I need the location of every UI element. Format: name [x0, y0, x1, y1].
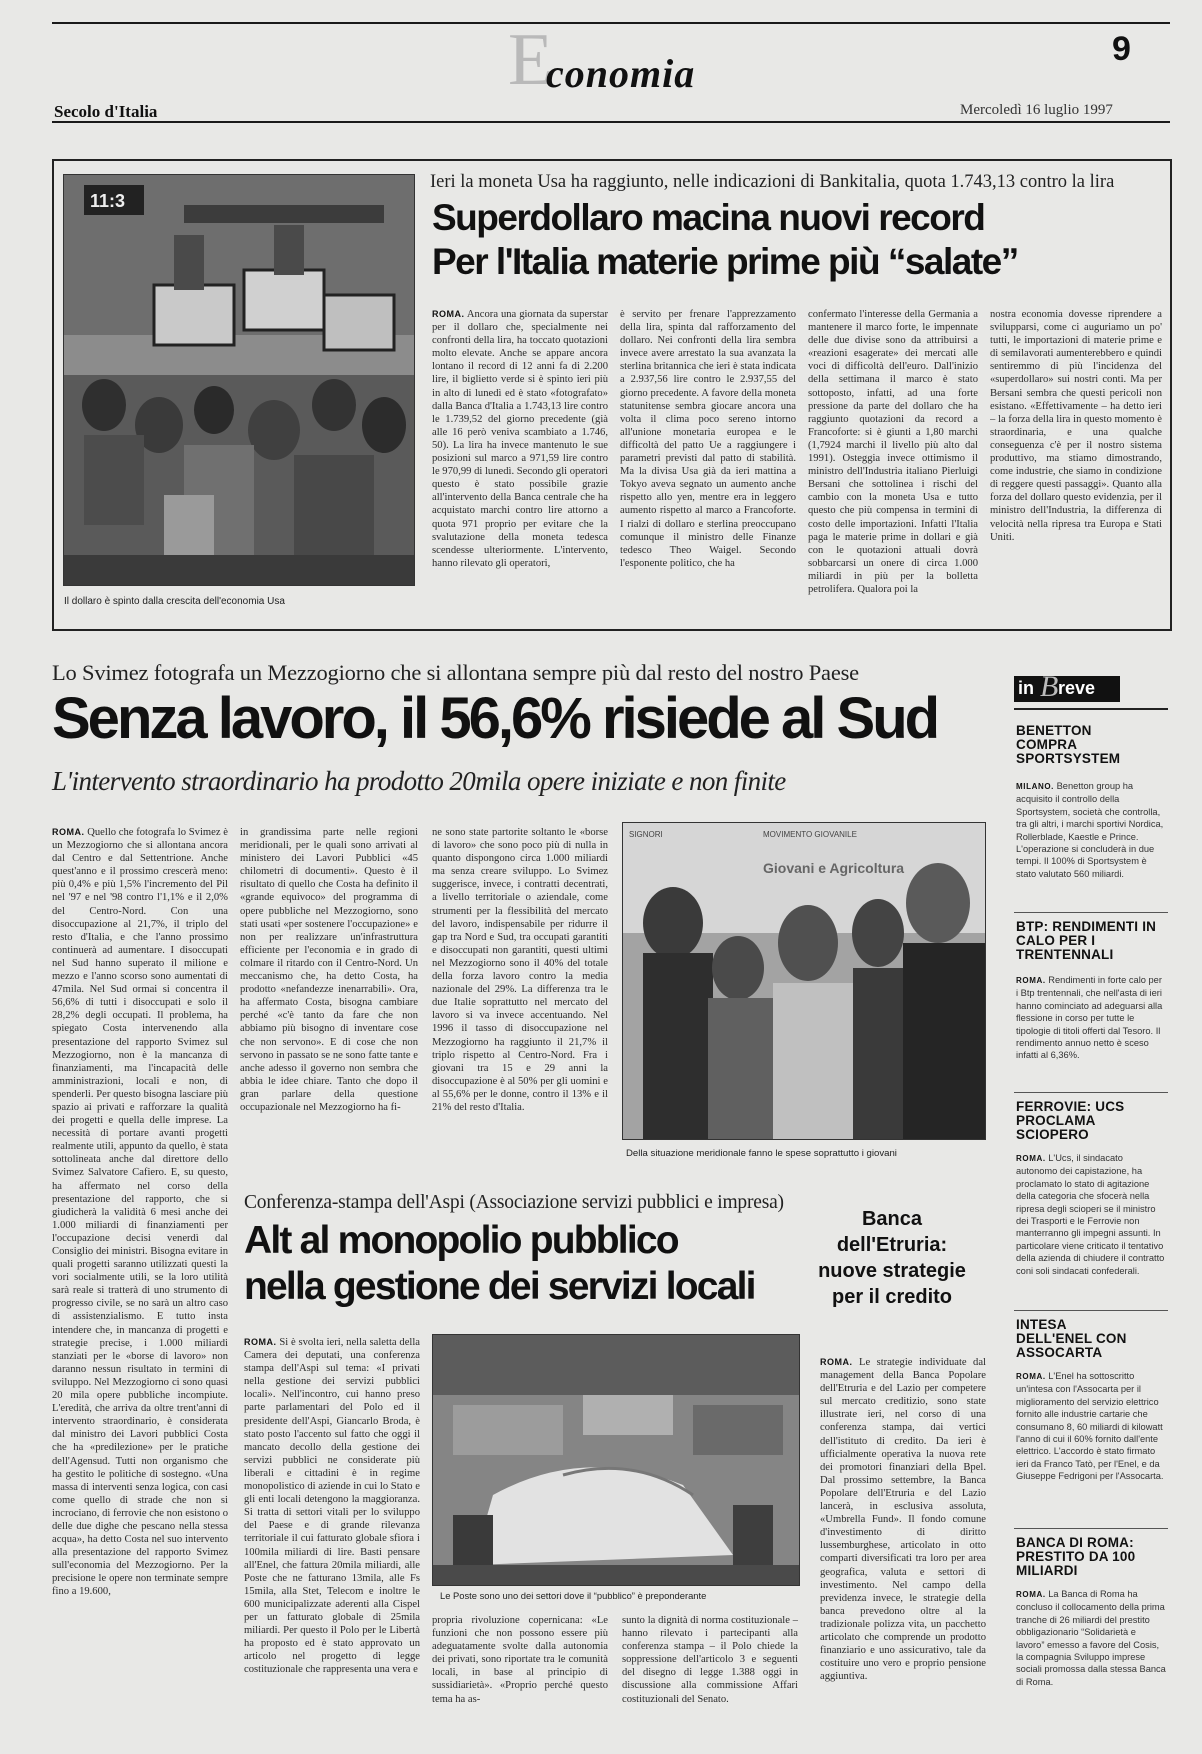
section-logo-initial: E	[508, 19, 554, 101]
breve-label	[1014, 670, 1120, 703]
article2-col1: ROMA. Quello che fotografa lo Svimez è un Mezzogiorno che si allontana ancora dal Centro e dal Settentrione. Anche quest'anno e il prossimo crescerà meno: più 0,4% e più 1,5% l'incremento del Pil nel '97 e nel '98 contro l'1,1% e il 2,0% del Centro-Nord. Con una disoccupazione al 21,7%, il triplo del resto d'Italia, e che l'anno prossimo continuerà ad aumentare. I disoccupati nel Sud hanno superato il milione e mezzo e l'anno scorso sono aumentati di 47mila. Nel Sud ormai si concentra il 56,6% di tutti i disoccupati e solo il 28,2% degli occupati. Il problema, ha spiegato Costa intervenendo alla presentazione del rapporto Svimez sul Mezzogiorno, non è la mancanza di finanziamenti, ma l'incapacità delle amministrazioni, locali e non, di spenderli. Per questo bisogna lasciare più spazio ai privati e rafforzare la qualità dei progetti e quella delle imprese. La necessità di portare avanti progetti realmente utili, appunto da quello, è stata sottolineata anche dal direttore dello Svimez Salvatore Cafiero. E, su questo, ha affermato nel corso della presentazione del rapporto, che si giudicherà la validità 6 mesi anche dei 1.000 miliardi di finanziamenti per l'occupazione decisi venerdì dal Consiglio dei ministri. Bisogna evitare in quali progetti saranno utilizzati questi la vori socialmente utili, se la loro utilità sarà reale si tratterà di uno strumento di progresso civile, se no sarà un altro caso di assistenzialismo. E tutto insta intendere che, in mancanza di progetti e strategie precise, i 1.000 miliardi stanziati per le «borse di lavoro» non daranno nessun risultato in termini di sviluppo. Nel Mezzogiorno ci sono quasi 20 mila opere pubbliche incompiute. L'eredità, che arriva da oltre trent'anni di intervento straordinario, è considerata dal ministro dei Lavori pubblici Costa che ha «predilezione» per le pratiche dell'Agensud. Tutti non organismo che ha gestito le politiche di sostegno. «Una massa di interventi senza logica, con casi come quello di strade che non si incrociano, di ferrovie che non esistono o delle due dighe che pescano nella stessa acqua», ha detto Costa nel suo intervento alla presentazione del rapporto Svimez sull'economia del Mezzogiorno. Per la precisione le opere non terminate sempre fino a 19.600,	[52, 827, 228, 1598]
breve-title-1: BENETTON COMPRA SPORTSYSTEM	[1016, 723, 1121, 766]
article1-col4: nostra economia dovesse riprendere a svilupparsi, come ci auguriamo un po' tutti, le importazioni di materie prime e di semilavorati aumenterebbero e quindi sentiremmo di più l'incidenza del «superdollaro» sui nostri conti. Ma per Bersani sembra che questi pericoli non esistano. «Effettivamente – ha detto ieri – la forza della lira in questo momento è straordinaria, e una qualche conseguenza c'è per il nostro sistema produttivo, ma stiamo dimostrando, come industrie, che siamo in condizione di reggere questi passaggi». Quanto alla forza del dollaro questo evidenzia, per il ministro dell'Industria, la differenza di velocità nella ripresa tra Europa e Stati Uniti.	[990, 309, 1162, 543]
photo-caption-giovani: Della situazione meridionale fanno le spese soprattutto i giovani	[626, 1148, 897, 1159]
photo-trading-floor	[63, 174, 415, 586]
newspaper-name: Secolo d'Italia	[54, 102, 158, 121]
breve-title-3: FERROVIE: UCS PROCLAMA SCIOPERO	[1016, 1099, 1125, 1142]
article1-col2: è servito per frenare l'apprezzamento della lira, spinta dal rafforzamento del dollaro. Nei confronti della lira sembra invece avere arrestato la sua avanzata la sterlina britannica che ieri è stata indicata a 2.937,56 lire contro le 2.937,55 del giorno precedente. A favore della moneta statunitense sembra giocare ancora una volta il clima poco sereno intorno all'unione monetaria europea e le difficoltà del patto Ue a raggiungere i parametri previsti dal patto di stabilità. Ma la divisa Usa già da ieri mattina a Tokyo aveva segnato un aumento anche rispetto allo yen, mentre era in leggero aumento rispetto al marco a Francoforte. I rialzi di dollaro e sterlina preoccupano comunque il ministro delle Finanze tedesco Theo Waigel. Secondo l'esponente politico, che ha	[620, 309, 796, 569]
photo-poste	[432, 1334, 800, 1586]
article1-col1: ROMA. Ancora una giornata da superstar per il dollaro che, specialmente nei confronti della lira, ha toccato quotazioni molto elevate. Anche se appare ancora lontano il record di 12 anni fa di 2.200 lire, il biglietto verde si è spinto ieri più in alto di lunedì ed è stato «fotografato» dalla Banca d'Italia a 1.743,13 lire contro le 1.739,52 del giorno precedente (già alle 16 però veniva scambiato a 1.746, 50). La lira ha invece mantenuto le sue posizioni sul marco a 971,59 lire contro le 970,99 di lunedì. Secondo gli operatori questo è stato possibile grazie all'intervento della Banca centrale che ha acquistato marchi contro lire attorno a quota 971 proprio per evitare che la svalutazione della moneta tedesca scendesse ulteriormente. L'intervento, hanno rilevato gli operatori,	[432, 309, 608, 569]
article4-dateline: ROMA.	[820, 1357, 853, 1367]
headline-aspi-line2: nella gestione dei servizi locali	[244, 1265, 755, 1308]
article2-col2: in grandissima parte nelle regioni meridionali, per le quali sono arrivati al ministero dei Lavori Pubblici «45 chilometri di documenti». Questo è il risultato di quello che Costa ha definito il «grande equivoco» del programma di opere pubbliche nel Mezzogiorno, sono stati usati «per sostenere l'occupazione» e non per realizzare un'infrastruttura efficiente per l'economia e in grado di colmare il ritardo con il Centro-Nord. Un meccanismo che, ha detto Costa, ha prodotto «nefandezze inenarrabili». Ora, ha affermato Costa, bisogna cambiare perché «c'è tanto da fare che non abbiamo più bisogno di inventare cose che non servono». E di cose che non servono in passato se ne sono fatte tante e anche adesso il governo non sembra che abbia le idee chiare. Tanto che dopo il gran parlare della questione occupazionale nel Mezzogiorno ha fi-	[240, 827, 418, 1113]
photo-caption-dollar: Il dollaro è spinto dalla crescita dell'economia Usa	[64, 596, 285, 607]
page-number: 9	[1112, 30, 1131, 68]
photo-sign-right: MOVIMENTO GIOVANILE	[763, 830, 857, 839]
article2-dateline: ROMA.	[52, 827, 85, 837]
breve-divider-1	[1014, 912, 1168, 913]
breve-divider-4	[1014, 1528, 1168, 1529]
article2-col3: ne sono state partorite soltanto le «borse di lavoro» che sono poco più di nulla in quanto dispongono circa 1.000 miliardi ma senza creare sviluppo. Lo Svimez suggerisce, invece, i contratti decentrati, a livello territoriale o aziendale, come strumenti per la flessibilità del mercato del lavoro, indispensabile per ridurre il gap tra Nord e Sud, tra occupati garantiti e disoccupati non garantiti, questi ultimi nel Mezzogiorno sono il 40% del totale della forza lavoro contro la media nazionale del 29%. La differenza tra le due Italie soprattutto nel mercato del lavoro si va invece accentuando. Nel 1996 il tasso di disoccupazione nel Mezzogiorno ha raggiunto il 21,7% il triplo rispetto al Centro-Nord. Fra i giovani tra 15 e 29 anni la disoccupazione è al 50% per gli uomini e al 55,6% per le donne, contro il 13% e il 21% del resto d'Italia.	[432, 827, 608, 1113]
kicker-superdollaro: Ieri la moneta Usa ha raggiunto, nelle indicazioni di Bankitalia, quota 1.743,13 contro la lira	[430, 172, 1115, 192]
article4-text: ROMA. Le strategie individuate dal management della Banca Popolare dell'Etruria e del Lazio per competere sul mercato creditizio, sono state illustrate ieri, nel corso di una conferenza stampa, dai vertici dell'istituto di credito. Da ieri è ufficialmente operativa la nuova rete dei promotori finanziari della Bpel. Dal prossimo settembre, la Banca Popolare dell'Etruria e del Lazio lancerà, in esclusiva assoluta, «Umbrella Fund». Il fondo comune d'investimento di diritto lussemburghese, articolato in otto comparti diversificati tra loro per area geografica, valuta e settori di investimento. Nel campo della previdenza invece, le strategie della banca prevedono oltre al la tradizionale polizza vita, un pacchetto articolato che comprende un prodotto finanziario e uno assicurativo, tale da costituire uno vero e proprio pensione aggiuntiva.	[820, 1357, 986, 1683]
breve-text-1: MILANO. Benetton group ha acquisito il controllo della Sportsystem, società che controlla, tra gli altri, i marchi sportivi Nordica, Rollerblade, Kaestle e Prince. L'operazione si concluderà in due tempi. Il 100% di Sportsystem è stato valutato 560 miliardi.	[1016, 781, 1164, 879]
subheadline-svimez: L'intervento straordinario ha prodotto 20mila opere iniziate e non finite	[52, 766, 786, 796]
header-rule	[52, 121, 1170, 123]
breve-label-rest: reve	[1058, 678, 1096, 698]
photo-young-people	[622, 822, 986, 1140]
headline-superdollaro-line1: Superdollaro macina nuovi record	[432, 197, 985, 238]
headline-superdollaro-line2: Per l'Italia materie prime più “salate”	[432, 241, 1018, 282]
headline-aspi	[244, 1218, 804, 1310]
section-logo	[508, 19, 748, 101]
article3-col1: ROMA. Si è svolta ieri, nella saletta della Camera dei deputati, una conferenza stampa dell'Aspi sul tema: «I privati nella gestione dei servizi pubblici locali». Nell'incontro, cui hanno preso parte parlamentari del Polo ed il presidente dell'Aspi, Giancarlo Broda, è stato posto l'accento sul fatto che oggi il mancato decollo della gestione dei servizi pubblici ne considerate più liberali e cittadini è in regime monopolistico di aziende in cui lo Stato e gli enti locali detengono la maggioranza. Si tratta di settori vitali per lo sviluppo del Paese e di grande rilevanza territoriale il cui fatturato globale sfiora i 100mila miliardi di lire. Basti pensare all'Enel, che fattura 20mila miliardi, alle Poste che ne fatturano 13mila, alle Fs 15mila, alla Stet, Telecom e inoltre le 600 municipalizzate aderenti alla Cispel per un fatturato globale di 25mila miliardi. Per questo il Polo per le Libertà ha proposto ed è stato approvato un articolo nel progetto di legge costituzionale che rappresenta una vera e	[244, 1337, 420, 1676]
issue-date: Mercoledì 16 luglio 1997	[960, 102, 1113, 118]
breve-title-4: INTESA DELL'ENEL CON ASSOCARTA	[1016, 1317, 1127, 1360]
photo-sign-left: SIGNORI	[629, 830, 663, 839]
photo-clock-text: 11:3	[90, 191, 126, 211]
photo-banner-text: Giovani e Agricoltura	[763, 860, 905, 876]
article3-col2: propria rivoluzione copernicana: «Le funzioni che non possono essere più adeguatamente svolte dalla autonomia dei privati, sono riportate tra le comunità locali, in base al principio di sussidiarietà». «Proprio perché questo tema ha as-	[432, 1615, 608, 1705]
top-rule	[52, 22, 1170, 24]
photo-caption-poste: Le Poste sono uno dei settori dove il “pubblico” è preponderante	[440, 1590, 707, 1601]
breve-text-2: ROMA. Rendimenti in forte calo per i Btp trentennali, che nell'asta di ieri hanno cominciato ad adeguarsi alla flessione in corso per tutte le tipologie di titoli offerti dal Tesoro. Il rendimento annuo netto è sceso infatti al 6,36%.	[1016, 975, 1163, 1061]
breve-text-4: ROMA. L'Enel ha sottoscritto un'intesa con l'Assocarta per il miglioramento del servizio elettrico fornito alle industrie cartarie che consumano 8, 60 miliardi di kilowatt l'anno di cui il 60% fornito dall'ente elettrico. L'accordo è stato firmato ieri da Franco Tatò, per l'Enel, e da Giuseppe Fedrigoni per l'Assocarta.	[1016, 1371, 1164, 1482]
breve-title-2: BTP: RENDIMENTI IN CALO PER I TRENTENNALI	[1016, 919, 1157, 962]
kicker-svimez: Lo Svimez fotografa un Mezzogiorno che si allontana sempre più dal resto del nostro Paese	[52, 660, 859, 685]
article3-dateline: ROMA.	[244, 1337, 277, 1347]
article1-dateline: ROMA.	[432, 309, 465, 319]
kicker-aspi: Conferenza-stampa dell'Aspi (Associazione servizi pubblici e impresa)	[244, 1192, 784, 1213]
breve-text-3: ROMA. L'Ucs, il sindacato autonomo dei capistazione, ha proclamato lo stato di agitazione della categoria che sfocerà nella ripresa degli scioperi se il ministro dei Trasporti e le Ferrovie non manterranno gli impegni assunti. In particolare viene criticato il tentativo della azienda di chiudere il contratto coni soli sindacati confederali.	[1016, 1153, 1165, 1276]
breve-divider-2	[1014, 1092, 1168, 1093]
breve-title-5: BANCA DI ROMA: PRESTITO DA 100 MILIARDI	[1016, 1535, 1136, 1578]
headline-superdollaro	[432, 196, 1152, 284]
section-logo-text: conomia	[546, 51, 696, 96]
article1-col3: confermato l'interesse della Germania a mantenere il marco forte, le impennate delle due divise sono da attribuirsi a «reazioni esagerate» dei mercati alle voci di difficoltà dell'euro. Dall'inizio della settimana il marco è stato sottoposto, infatti, ad una forte pressione da parte del dollaro che ha raggiunto quotazioni da record a Francoforte: si è giunti a 1,80 marchi (1,7924 marchi il livello più alto dal 1991). Osteggia invece ottimismo il ministro dell'Industria italiano Pierluigi Bersani che sottolinea i rischi del cambio con la moneta Usa e tutto questo che più compensa in termini di costo delle importazioni. Infatti l'Italia paga le materie prime in dollari e già con le quotazioni attuali dovrà sobbarcarsi un onere di circa 1.000 miliardi in più per la bolletta petrolifera. Qualora poi la	[808, 309, 978, 595]
headline-etruria: Banca dell'Etruria: nuove strategie per il credito	[818, 1208, 966, 1308]
headline-aspi-line1: Alt al monopolio pubblico	[244, 1219, 678, 1262]
breve-divider-3	[1014, 1310, 1168, 1311]
breve-text-5: ROMA. La Banca di Roma ha concluso il collocamento della prima tranche di 26 miliardi del prestito obbligazionario “Solidarietà e lavoro” emesso a favore del Cosis, la compagnia Sviluppo imprese sociali promossa dalla stessa Banca di Roma.	[1016, 1589, 1166, 1687]
headline-svimez: Senza lavoro, il 56,6% risiede al Sud	[52, 686, 938, 751]
breve-divider-top	[1014, 708, 1168, 710]
breve-label-b: B	[1040, 670, 1059, 703]
article3-col3: sunto la dignità di norma costituzionale – hanno rilevato i partecipanti alla conferenza stampa – il Polo chiede la soppressione dell'articolo 3 e seguenti del disegno di legge 1.388 oggi in discussione alla commissione Affari costituzionali del Senato.	[622, 1615, 798, 1705]
breve-label-in: in	[1018, 678, 1034, 698]
